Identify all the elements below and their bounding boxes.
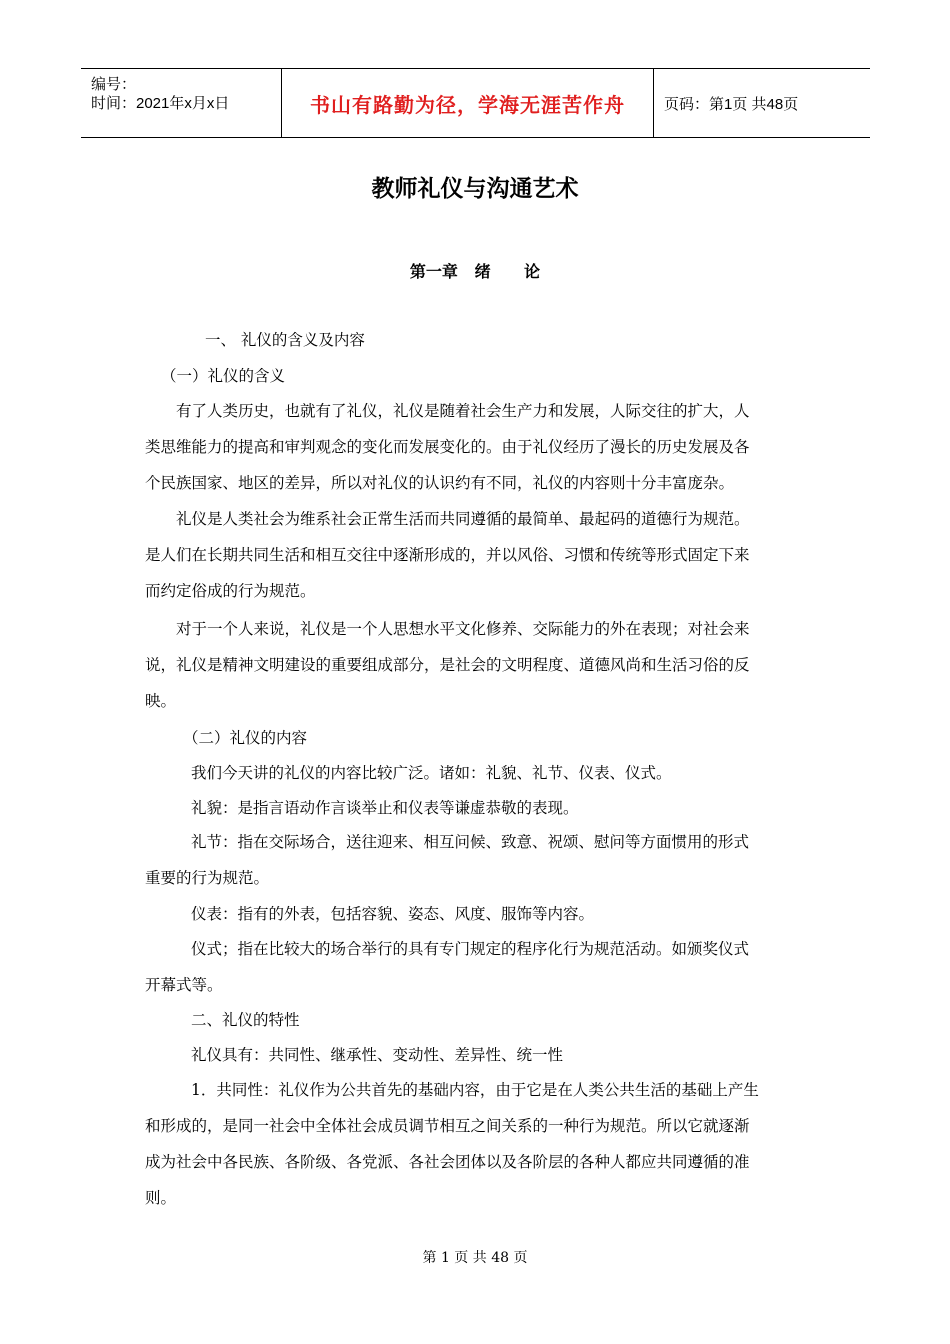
paragraph-line: 礼仪具有：共同性、继承性、变动性、差异性、统一性 [191, 1046, 564, 1064]
paragraph-line: 仪式；指在比较大的场合举行的具有专门规定的程序化行为规范活动。如颁奖仪式 [191, 940, 750, 958]
paragraph-line: 成为社会中各民族、各阶级、各党派、各社会团体以及各阶层的各种人都应共同遵循的准 [145, 1153, 750, 1171]
paragraph-line: 个民族国家、地区的差异，所以对礼仪的认识约有不同，礼仪的内容则十分丰富庞杂。 [145, 474, 735, 492]
chapter-title: 第一章 绪 论 [409, 262, 541, 281]
header-motto-cell [281, 69, 654, 137]
paragraph-line: 则。 [145, 1189, 177, 1207]
document-title: 教师礼仪与沟通艺术 [371, 176, 579, 202]
header-number-label: 编号： [91, 76, 137, 93]
paragraph-line: 礼仪是人类社会为维系社会正常生活而共同遵循的最简单、最起码的道德行为规范。 [176, 510, 750, 528]
header-meta [81, 69, 281, 137]
paragraph-line: 对于一个人来说，礼仪是一个人思想水平文化修养、交际能力的外在表现；对社会来 [176, 620, 750, 638]
header-page-info: 页码：第1页 共48页 [664, 95, 799, 113]
page-footer: 第 1 页 共 48 页 [422, 1250, 528, 1266]
page-header [81, 68, 870, 138]
paragraph-line: 礼节：指在交际场合，送往迎来、相互问候、致意、祝颂、慰问等方面惯用的形式 [191, 833, 750, 851]
paragraph-line: 我们今天讲的礼仪的内容比较广泛。诸如：礼貌、礼节、仪表、仪式。 [191, 764, 672, 782]
paragraph-line: 而约定俗成的行为规范。 [145, 582, 316, 600]
paragraph-line: 礼貌：是指言语动作言谈举止和仪表等谦虚恭敬的表现。 [191, 799, 579, 817]
paragraph-line: 是人们在长期共同生活和相互交往中逐渐形成的，并以风俗、习惯和传统等形式固定下来 [145, 546, 750, 564]
header-motto: 书山有路勤为径，学海无涯苦作舟 [310, 92, 625, 117]
paragraph-line: 仪表：指有的外表，包括容貌、姿态、风度、服饰等内容。 [191, 905, 595, 923]
header-page-cell [654, 69, 870, 137]
section-heading: 二、礼仪的特性 [191, 1011, 300, 1029]
subsection-heading: （一）礼仪的含义 [161, 367, 286, 385]
paragraph-line: 开幕式等。 [145, 976, 223, 994]
paragraph-line: 映。 [145, 692, 177, 710]
paragraph-line: 1．共同性：礼仪作为公共首先的基础内容，由于它是在人类公共生活的基础上产生 [191, 1081, 759, 1099]
subsection-heading: （二）礼仪的内容 [183, 729, 308, 747]
paragraph-line: 说，礼仪是精神文明建设的重要组成部分，是社会的文明程度、道德风尚和生活习俗的反 [145, 656, 750, 674]
paragraph-line: 和形成的，是同一社会中全体社会成员调节相互之间关系的一种行为规范。所以它就逐渐 [145, 1117, 750, 1135]
section-heading: 一、 礼仪的含义及内容 [205, 331, 365, 349]
paragraph-line: 类思维能力的提高和审判观念的变化而发展变化的。由于礼仪经历了漫长的历史发展及各 [145, 438, 750, 456]
header-time-label: 时间：2021年x月x日 [91, 95, 230, 112]
paragraph-line: 重要的行为规范。 [145, 869, 270, 887]
paragraph-line: 有了人类历史，也就有了礼仪，礼仪是随着社会生产力和发展，人际交往的扩大，人 [176, 402, 750, 420]
